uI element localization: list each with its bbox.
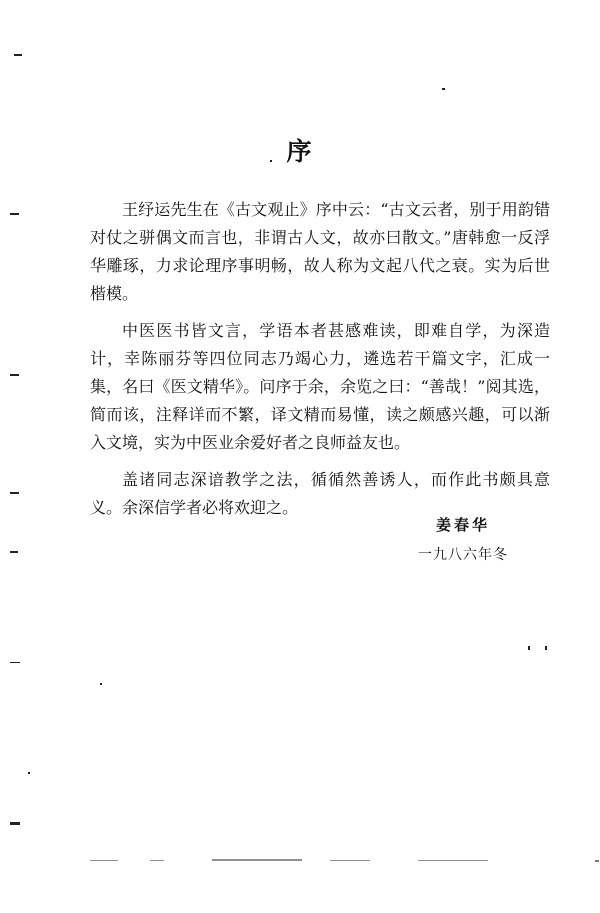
scan-mark	[418, 860, 488, 861]
paragraph-3: 盖诸同志深谙教学之法，循循然善诱人，而作此书颇具意义。余深信学者必将欢迎之。	[90, 470, 550, 517]
paragraph-1: 王纾运先生在《古文观止》序中云：“古文云者，别于用韵错对仗之骈偶文而言也，非谓古人文，故亦曰散文。”唐韩愈一反浮华雕琢，力求论理序事明畅，故人称为文起八代之衰。实为后世楷模。	[90, 200, 550, 303]
scan-mark	[212, 859, 302, 861]
scan-mark	[528, 646, 530, 650]
scan-mark	[10, 662, 20, 663]
scan-mark	[595, 860, 599, 862]
paragraph-2: 中医医书皆文言，学语本者甚感难读，即难自学，为深造计，幸陈丽芬等四位同志乃竭心力，遴选若干篇文字，汇成一集，名曰《医文精华》。问序于余，余览之曰：“善哉！”阅其选，简而该，注释详而不繁，译文精而易懂，读之颇感兴趣，可以渐入文境，实为中医业余爱好者之良师益友也。	[90, 321, 550, 452]
scan-mark	[10, 492, 19, 494]
scan-mark	[10, 551, 18, 553]
author-signature: 姜春华	[436, 516, 491, 534]
scan-mark	[14, 54, 22, 56]
scan-mark	[10, 374, 19, 376]
page-title: 序	[286, 137, 314, 166]
scan-mark	[150, 860, 164, 861]
scan-mark	[90, 860, 118, 861]
preface-body	[90, 196, 550, 531]
scan-mark	[100, 683, 102, 685]
scan-mark	[28, 772, 30, 774]
scan-mark	[545, 646, 547, 650]
scan-mark	[10, 213, 19, 215]
date-line: 一九八六年冬	[418, 547, 508, 563]
scan-mark	[270, 160, 272, 162]
scan-mark	[330, 860, 370, 861]
scan-mark	[10, 822, 20, 825]
scan-mark	[442, 88, 445, 90]
